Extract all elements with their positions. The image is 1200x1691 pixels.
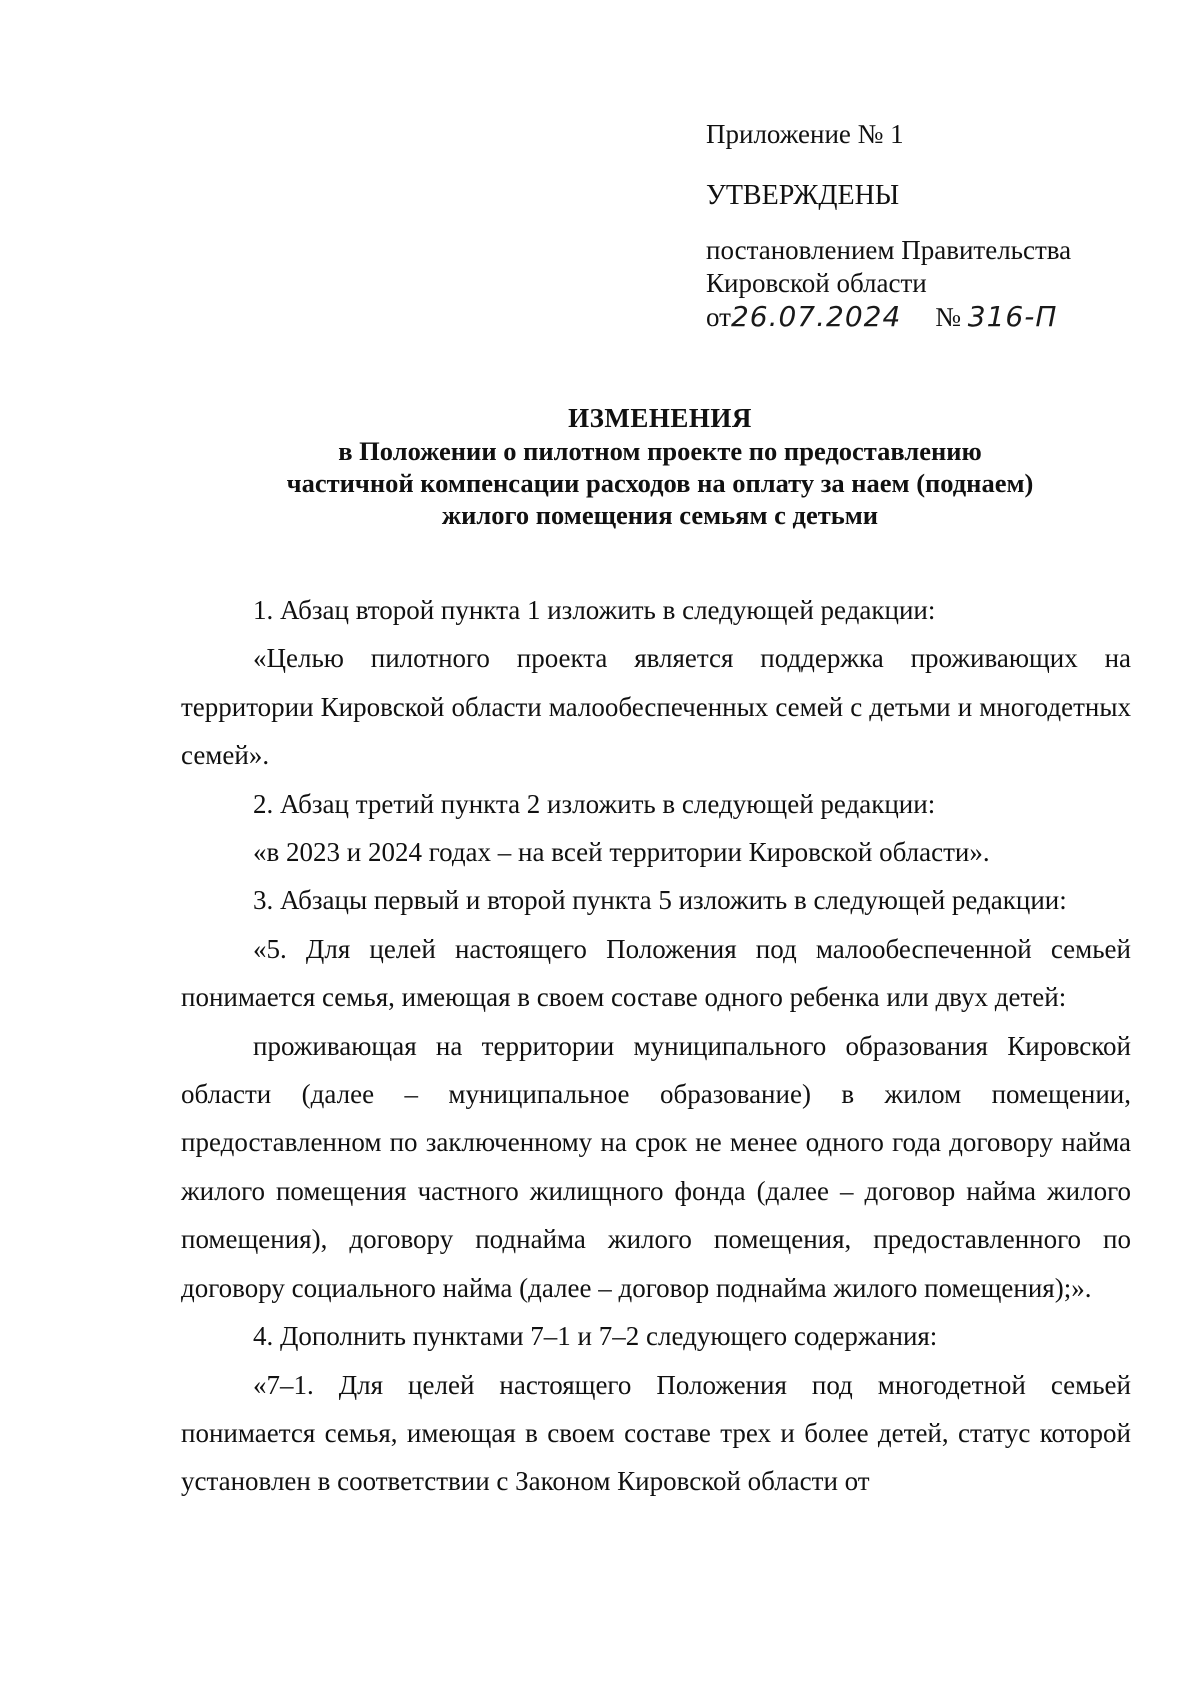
handwritten-date: 26.07.2024 <box>730 300 902 333</box>
paragraph: 3. Абзацы первый и второй пункта 5 изложить в следующей редакции: <box>253 885 1067 916</box>
date-number-line <box>706 300 1146 334</box>
paragraph: «7–1. Для целей настоящего Положения под многодетной семьей понимается семья, имеющая в своем составе трех и более детей, статус которой установлен в соответствии с Законом Кировской области от <box>181 1369 1131 1497</box>
document-body <box>181 586 1131 1506</box>
title-subline-1: в Положении о пилотном проекте по предоставлению <box>338 436 982 466</box>
document-title-block <box>180 402 1140 531</box>
number-prefix: № <box>935 302 962 332</box>
handwritten-number: 316-П <box>967 300 1058 333</box>
paragraph: 4. Дополнить пунктами 7–1 и 7–2 следующего содержания: <box>253 1321 938 1352</box>
document-title: ИЗМЕНЕНИЯ <box>568 403 752 433</box>
resolution-line: постановлением Правительства <box>706 235 1072 265</box>
title-subline-2: частичной компенсации расходов на оплату за наем (поднаем) <box>286 468 1034 498</box>
paragraph: 1. Абзац второй пункта 1 изложить в следующей редакции: <box>253 595 936 625</box>
date-prefix: от <box>706 302 731 332</box>
government-region-line: Кировской области <box>706 268 927 298</box>
paragraph: «Целью пилотного проекта является поддержка проживающих на территории Кировской области малообеспеченных семей с детьми и многодетных семей». <box>181 643 1131 771</box>
paragraph: 2. Абзац третий пункта 2 изложить в следующей редакции: <box>253 788 936 819</box>
paragraph: «5. Для целей настоящего Положения под малообеспеченной семьей понимается семья, имеющая в своем составе одного ребенка или двух детей: <box>181 933 1131 1013</box>
approval-stamp-block <box>706 118 1146 334</box>
approved-label: УТВЕРЖДЕНЫ <box>706 180 900 211</box>
paragraph: «в 2023 и 2024 годах – на всей территории Кировской области». <box>253 837 990 868</box>
title-subline-3: жилого помещения семьям с детьми <box>441 500 879 530</box>
paragraph: проживающая на территории муниципального образования Кировской области (далее – муниципальное образование) в жилом помещении, предоставленном по заключенному на срок не менее одного года договору найма жилого помещения частного жилищного фонда (далее – договор найма жилого помещения), договору поднайма жилого помещения, предоставленного по договору социального найма (далее – договор поднайма жилого помещения);». <box>181 1030 1131 1303</box>
appendix-label: Приложение № 1 <box>706 119 904 149</box>
